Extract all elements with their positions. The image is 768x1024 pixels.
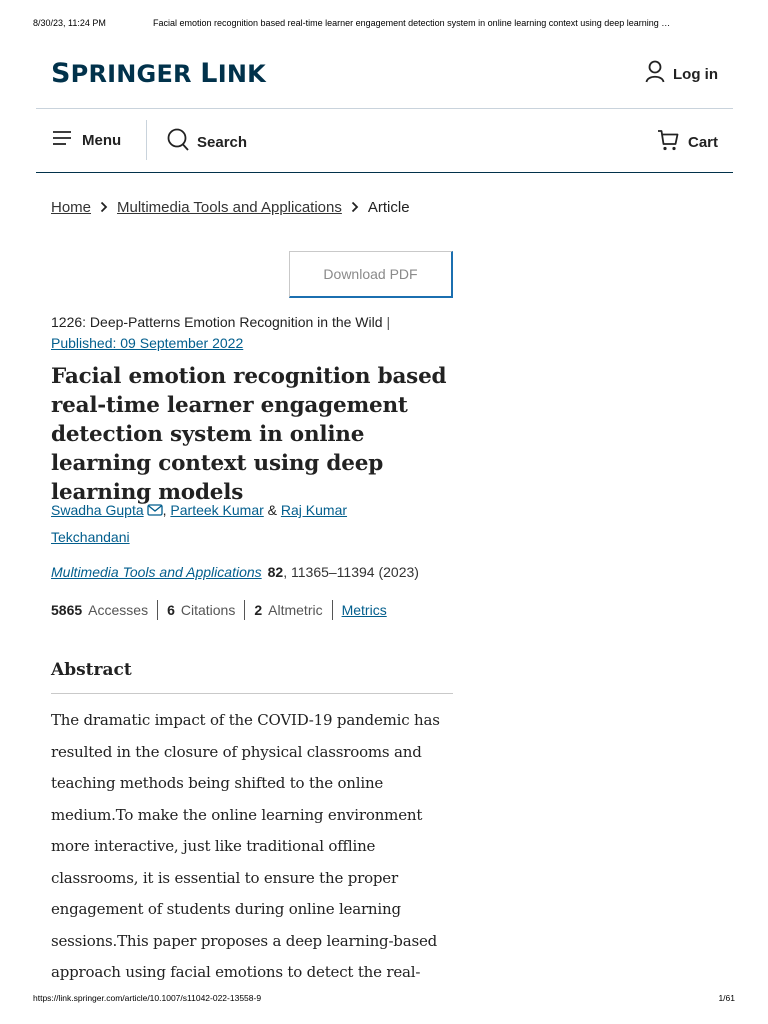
print-url: https://link.springer.com/article/10.1007/s11042-022-13558-9 (33, 993, 262, 1003)
springer-link-logo[interactable]: SPRINGER LINK (51, 58, 266, 89)
breadcrumb (51, 199, 410, 216)
metrics-divider (332, 600, 333, 620)
login-button[interactable] (645, 60, 718, 88)
author-link[interactable]: Swadha Gupta (51, 502, 144, 518)
accesses-count: 5865 (51, 602, 83, 618)
search-icon (167, 128, 189, 156)
search-button[interactable] (167, 128, 247, 156)
menu-button[interactable] (52, 130, 121, 150)
nav-bar (36, 120, 733, 162)
altmetric-count: 2 (254, 602, 263, 618)
published-date-link[interactable]: Published: 09 September 2022 (51, 335, 244, 351)
abstract-heading: Abstract (51, 660, 132, 680)
cart-button[interactable] (657, 129, 718, 155)
author-separator: & (263, 502, 281, 518)
journal-volume: 82 (267, 564, 284, 580)
user-icon (645, 60, 665, 88)
author-link[interactable]: Parteek Kumar (170, 502, 264, 518)
envelope-icon[interactable] (147, 498, 163, 524)
article-title: Facial emotion recognition based real-time learner engagement detection system in online learning context using deep learning models (51, 364, 447, 505)
journal-pages-year: , 11365–11394 (2023) (283, 564, 419, 580)
author-list (51, 497, 381, 550)
collection-divider: | (386, 314, 391, 330)
download-pdf-button[interactable]: Download PDF (289, 251, 453, 298)
print-page-number: 1/61 (718, 993, 735, 1003)
metrics-divider (244, 600, 245, 620)
citations-label: Citations (180, 602, 236, 618)
abstract-text: The dramatic impact of the COVID-19 pandemic has resulted in the closure of physical classrooms and teaching methods being shifted to the online medium.To make the online learning environment more interactive, just like traditional offline classrooms, it is essential to ensure the proper engagement of students during online learning sessions.This paper proposes a deep learning-based approach using facial emotions to detect the real- (51, 711, 440, 981)
journal-link[interactable]: Multimedia Tools and Applications (51, 564, 262, 580)
search-label: Search (197, 133, 248, 151)
nav-divider (146, 120, 147, 160)
menu-label: Menu (82, 131, 122, 149)
collection-label: 1226: Deep-Patterns Emotion Recognition in the Wild (51, 314, 383, 330)
altmetric-label: Altmetric (268, 602, 323, 618)
article-collection (51, 314, 390, 330)
cart-icon (657, 129, 679, 155)
chevron-right-icon (351, 200, 359, 216)
metrics-link[interactable]: Metrics (341, 602, 387, 618)
metrics-divider (157, 600, 158, 620)
cart-label: Cart (687, 133, 718, 151)
author-link[interactable]: Raj Kumar Tekchandani (51, 502, 348, 545)
accesses-label: Accesses (88, 602, 149, 618)
abstract-divider (51, 693, 453, 694)
nav-bottom-rule (36, 172, 733, 173)
header-divider (36, 108, 733, 109)
chevron-right-icon (100, 200, 108, 216)
breadcrumb-current: Article (367, 199, 410, 216)
article-metrics (51, 600, 387, 620)
breadcrumb-journal[interactable]: Multimedia Tools and Applications (117, 199, 342, 216)
citation-line (51, 564, 419, 580)
author-separator: , (162, 502, 171, 518)
brand-row (51, 58, 718, 90)
hamburger-menu-icon (52, 130, 72, 150)
print-datetime: 8/30/23, 11:24 PM (33, 18, 106, 28)
citations-count: 6 (167, 602, 175, 618)
login-label: Log in (673, 65, 718, 83)
print-doc-title: Facial emotion recognition based real-time learner engagement detection system in online learning context using deep learning … (153, 18, 671, 28)
breadcrumb-home[interactable]: Home (51, 199, 92, 216)
